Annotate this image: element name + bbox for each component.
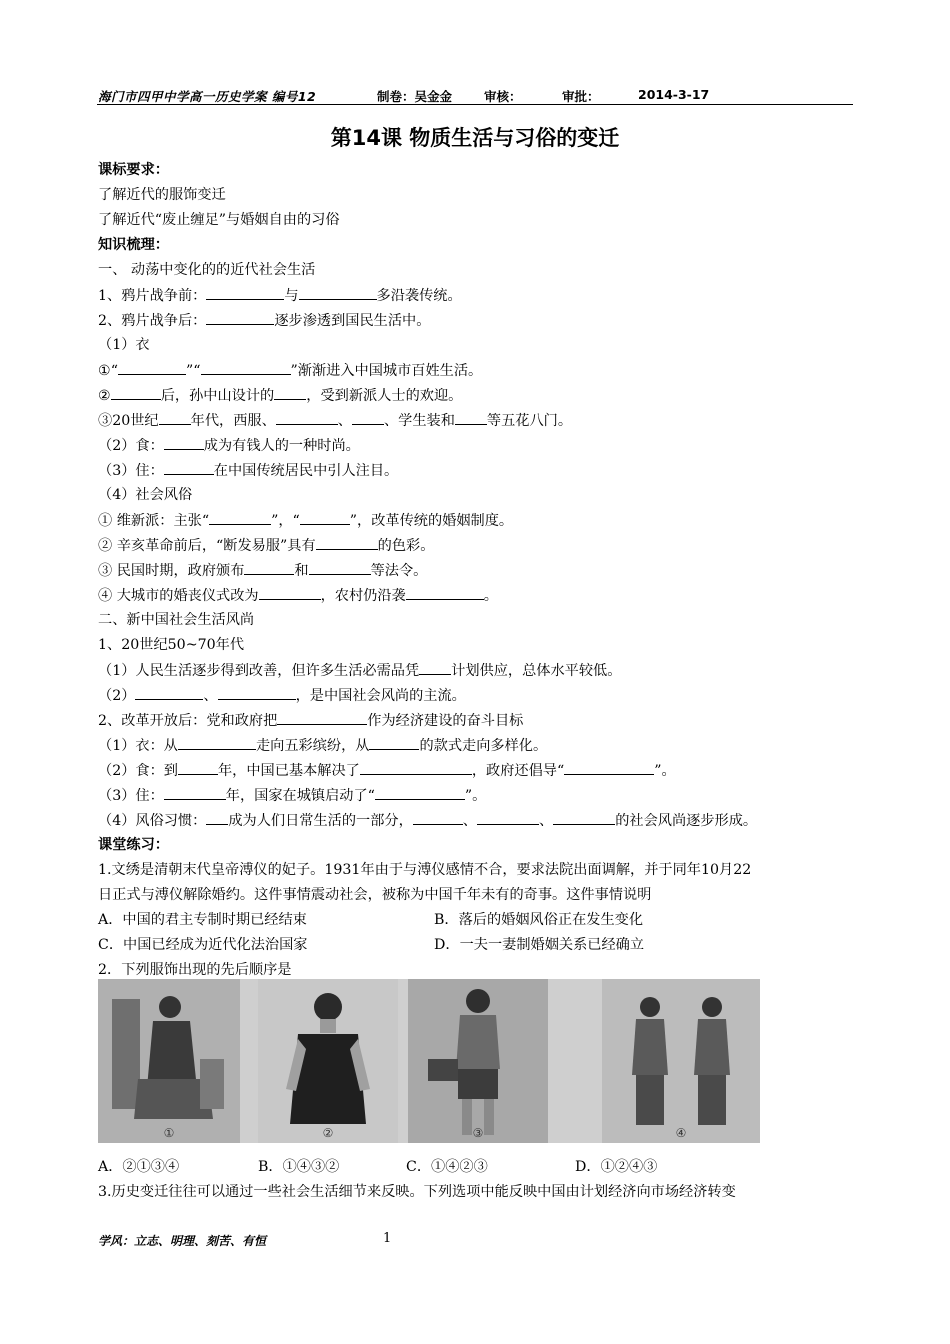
blank[interactable] [218,685,296,700]
fill-line [98,710,523,731]
fill-line [98,810,757,831]
blank[interactable] [564,760,654,775]
page-title: 第14课 物质生活与习俗的变迁 [330,126,620,150]
blank[interactable] [164,460,214,475]
clothing-photo-2 [258,979,398,1143]
text: ，受到新派人士的欢迎。 [306,388,463,404]
blank[interactable] [206,285,284,300]
school-label: 海门市四甲中学高一历史学案 编号12 [98,89,317,104]
text: 等五花八门。 [486,413,573,429]
blank[interactable] [406,585,484,600]
question-1-option-c[interactable]: C．中国已经成为近代化法治国家 [98,937,308,953]
blank[interactable] [159,410,191,425]
question-2-option-a[interactable]: A．②①③④ [98,1159,180,1175]
fill-line [98,760,676,781]
question-1-text: 日正式与溥仪解除婚约。这件事情震动社会，被称为中国千年未有的奇事。这件事情说明 [98,887,652,903]
fill-line [98,560,427,581]
header-rule [97,104,853,105]
text: 和 [294,563,309,579]
text: ”。 [464,788,487,804]
knowledge-heading: 知识梳理： [98,237,169,253]
photo-label: ③ [472,1126,484,1140]
text: ③ 民国时期，政府颁布 [98,563,245,579]
text: （2）食：到 [98,763,178,779]
text: ④ 大城市的婚丧仪式改为 [98,588,259,604]
text: ③20世纪 [98,413,159,429]
text: 多沿袭传统。 [376,288,462,304]
fill-line [98,785,486,806]
blank[interactable] [178,735,256,750]
fill-line [98,435,360,456]
blank[interactable] [209,510,271,525]
fill-line [98,410,572,431]
qipao-figure-image [258,979,398,1143]
text: 、学生装和 [383,413,455,429]
blank[interactable] [360,760,472,775]
question-1-option-b[interactable]: B．落后的婚姻风俗正在发生变化 [434,912,644,928]
fill-line [98,385,462,406]
photo-label: ② [322,1126,334,1140]
text: 成为有钱人的一种时尚。 [203,438,360,454]
blank[interactable] [178,760,218,775]
blank[interactable] [455,410,487,425]
qing-robe-figure-image [98,979,240,1143]
fill-line [98,285,462,306]
question-1-option-d[interactable]: D．一夫一妻制婚姻关系已经确立 [434,937,645,953]
blank[interactable] [276,410,338,425]
maker-label: 制卷：吴金金 [377,89,453,104]
text: ② [98,388,111,404]
text: ② 辛亥革命前后，“断发易服”具有 [98,538,316,554]
text: 、 [539,813,554,829]
text: （3）住： [98,463,164,479]
blank[interactable] [274,385,306,400]
fill-line [98,460,398,481]
text: 1、鸦片战争前： [98,288,207,304]
date-label: 2014-3-17 [638,87,710,102]
text: 在中国传统居民中引人注目。 [213,463,399,479]
text: 的社会风尚逐步形成。 [615,813,758,829]
text: 逐步渗透到国民生活中。 [274,313,431,329]
question-2-text: 2．下列服饰出现的先后顺序是 [98,962,292,978]
blank[interactable] [135,685,203,700]
text: 后，孙中山设计的 [160,388,275,404]
blank[interactable] [244,560,294,575]
blank[interactable] [553,810,615,825]
text: 成为人们日常生活的一部分， [228,813,413,829]
blank[interactable] [259,585,321,600]
fill-line [98,660,621,681]
blank[interactable] [419,660,451,675]
practice-heading: 课堂练习： [98,837,169,853]
blank[interactable] [477,810,539,825]
blank[interactable] [164,785,226,800]
text: 2、改革开放后：党和政府把 [98,713,278,729]
blank[interactable] [309,560,371,575]
fill-line [98,510,513,531]
blank[interactable] [111,385,161,400]
question-2-option-d[interactable]: D．①②④③ [575,1159,658,1175]
question-3-text: 3.历史变迁往往可以通过一些社会生活细节来反映。下列选项中能反映中国由计划经济向市场经济转变 [98,1184,736,1200]
uniform-figures-image [602,979,760,1143]
clothing-photo-strip [98,979,760,1143]
text: 、 [337,413,352,429]
blank[interactable] [206,810,228,825]
text: 年代，西服、 [190,413,276,429]
blank[interactable] [118,360,186,375]
text: ”，改革传统的婚姻制度。 [349,513,514,529]
requirement-item: 了解近代的服饰变迁 [98,187,226,203]
blank[interactable] [299,285,377,300]
photo-label: ④ [675,1126,687,1140]
text: 的色彩。 [377,538,435,554]
blank[interactable] [352,410,384,425]
text: （1）人民生活逐步得到改善，但许多生活必需品凭 [98,663,420,679]
text: 。 [483,588,498,604]
fill-line [98,360,482,381]
blank[interactable] [413,810,463,825]
reviewer-label: 审核： [484,89,522,104]
text: ，农村仍沿袭 [320,588,406,604]
text: ①“ [98,363,118,379]
fill-line [98,310,430,331]
text: ，政府还倡导“ [471,763,565,779]
fill-line [98,585,498,606]
modern-fashion-figure-image [408,979,548,1143]
requirement-item: 了解近代“废止缠足”与婚姻自由的习俗 [98,212,340,228]
blank[interactable] [375,785,465,800]
photo-label: ① [163,1126,175,1140]
subsection-heading: 1、20世纪50~70年代 [98,637,245,653]
text: 、 [203,688,218,704]
footer-motto: 学风：立志、明理、刻苦、有恒 [98,1234,267,1248]
page-number: 1 [383,1231,392,1246]
text: ”渐渐进入中国城市百姓生活。 [290,363,483,379]
blank[interactable] [201,360,291,375]
requirements-heading: 课标要求： [98,162,169,178]
text: （1）衣：从 [98,738,178,754]
text: ”，“ [271,513,300,529]
clothing-photo-1 [98,979,240,1143]
clothing-photo-3 [408,979,548,1143]
text: （2）食： [98,438,164,454]
blank[interactable] [369,735,419,750]
text: 作为经济建设的奋斗目标 [367,713,524,729]
text: 年，国家在城镇启动了“ [225,788,375,804]
text: ，是中国社会风尚的主流。 [295,688,466,704]
text: 的款式走向多样化。 [419,738,548,754]
text: 等法令。 [370,563,428,579]
custom-heading: （4）社会风俗 [98,487,193,503]
blank[interactable] [316,535,378,550]
question-1-text: 1.文绣是清朝末代皇帝溥仪的妃子。1931年由于与溥仪感情不合，要求法院出面调解，并于同年10月22 [98,862,752,878]
text: 2、鸦片战争后： [98,313,207,329]
clothing-photo-4 [602,979,760,1143]
text: ”“ [185,363,201,379]
text: 与 [284,288,299,304]
text: ① 维新派：主张“ [98,513,210,529]
text: 走向五彩缤纷，从 [255,738,370,754]
fill-line [98,535,434,556]
fill-line [98,685,466,706]
section-two-heading: 二、新中国社会生活风尚 [98,612,255,628]
text: （4）风俗习惯： [98,813,207,829]
text: 计划供应，总体水平较低。 [451,663,622,679]
text: ”。 [654,763,676,779]
question-2-option-b[interactable]: B．①④③② [258,1159,340,1175]
question-2-option-c[interactable]: C．①④②③ [406,1159,488,1175]
fill-line [98,735,547,756]
text: （2） [98,688,136,704]
text: （3）住： [98,788,164,804]
text: 、 [462,813,477,829]
section-one-heading: 一、 动荡中变化的的近代社会生活 [98,262,316,278]
text: 年，中国已基本解决了 [217,763,360,779]
blank[interactable] [206,310,274,325]
clothes-heading: （1）衣 [98,337,150,353]
blank[interactable] [300,510,350,525]
question-1-option-a[interactable]: A．中国的君主专制时期已经结束 [98,912,307,928]
approver-label: 审批： [562,89,600,104]
blank[interactable] [277,710,367,725]
blank[interactable] [164,435,204,450]
